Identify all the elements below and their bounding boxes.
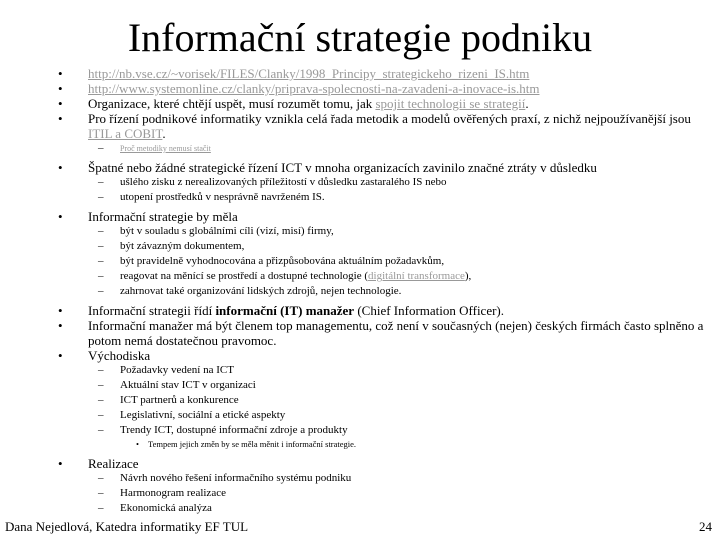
sub-bullet: – ICT partnerů a konkurence	[98, 394, 239, 406]
link-itil-cobit[interactable]: ITIL a COBIT	[88, 126, 163, 141]
sub-bullet: – Ekonomická analýza	[98, 502, 212, 514]
sub-bullet-methodologies: – Proč metodiky nemusí stačit	[98, 142, 211, 154]
bullet-strategy-tech: • Organizace, které chtějí uspět, musí rozumět tomu, jak spojit technologii se strategií.	[58, 96, 529, 111]
bullet-link-1[interactable]: • http://nb.vse.cz/~vorisek/FILES/Clanky/1998_Principy_strategickeho_rizeni_IS.htm	[58, 66, 530, 81]
sub-bullet: – Návrh nového řešení informačního systému podniku	[98, 472, 352, 484]
sub-bullet: – být závazným dokumentem,	[98, 240, 245, 252]
footer-author: Dana Nejedlová, Katedra informatiky EF TUL	[5, 519, 249, 534]
slide-content	[58, 66, 710, 516]
sub-bullet: – Aktuální stav ICT v organizaci	[98, 379, 256, 391]
slide-title: Informační strategie podniku	[127, 15, 593, 60]
sub-bullet: – ušlého zisku z nerealizovaných příležitostí v důsledku zastaralého IS nebo	[98, 176, 447, 188]
bullet-manager-role: • Informační manažer má být členem top managementu, což není v současných (nejen) českých firmách často splněno a potom nemá dostatečnou pravomoc.	[58, 318, 704, 348]
sub-sub-bullet: • Tempem jejich změn by se měla měnit i informační strategie.	[136, 439, 357, 449]
bullet-basis: • Východiska	[58, 348, 151, 363]
sub-bullet: – být v souladu s globálními cíli (vizí, misí) firmy,	[98, 225, 334, 237]
bullet-link-2[interactable]: • http://www.systemonline.cz/clanky/priprava-spolecnosti-na-zavadeni-a-inovace-is.htm	[58, 81, 540, 96]
bullet-methodologies: • Pro řízení podnikové informatiky vznikla celá řada metodik a modelů ověřených praxí, z nichž nejpoužívanější jsou ITIL a COBIT.	[58, 111, 691, 141]
sub-bullet: – Harmonogram realizace	[98, 487, 226, 499]
sub-bullet: – zahrnovat také organizování lidských zdrojů, nejen technologie.	[98, 285, 402, 297]
url-link-1[interactable]: http://nb.vse.cz/~vorisek/FILES/Clanky/1998_Principy_strategickeho_rizeni_IS.htm	[88, 66, 530, 81]
link-technology-strategy[interactable]: spojit technologii se strategií	[375, 96, 526, 111]
sub-bullet: – Trendy ICT, dostupné informační zdroje a produkty	[98, 424, 348, 436]
bullet-realization: • Realizace	[58, 456, 139, 471]
link-digital-transformation[interactable]: digitální transformace	[368, 270, 465, 282]
bullet-cio: • Informační strategii řídí informační (IT) manažer (Chief Information Officer).	[58, 303, 505, 318]
bullet-bad-management: • Špatné nebo žádné strategické řízení ICT v mnoha organizacích zavinilo značné ztráty v důsledku	[58, 160, 597, 175]
page-number: 24	[699, 519, 712, 534]
sub-bullet: – Požadavky vedení na ICT	[98, 364, 234, 376]
link-why-methodologies[interactable]: Proč metodiky nemusí stačit	[120, 144, 211, 153]
url-link-2[interactable]: http://www.systemonline.cz/clanky/priprava-spolecnosti-na-zavadeni-a-inovace-is.htm	[88, 81, 540, 96]
sub-bullet: – být pravidelně vyhodnocována a přizpůsobována aktuálním požadavkům,	[98, 255, 445, 267]
sub-bullet: – utopení prostředků v nesprávně navrženém IS.	[98, 191, 325, 203]
bullet-strategy-should: • Informační strategie by měla	[58, 209, 238, 224]
sub-bullet: – Legislativní, sociální a etické aspekty	[98, 409, 286, 421]
sub-bullet: – reagovat na měnící se prostředí a dostupné technologie (digitální transformace),	[98, 270, 472, 282]
